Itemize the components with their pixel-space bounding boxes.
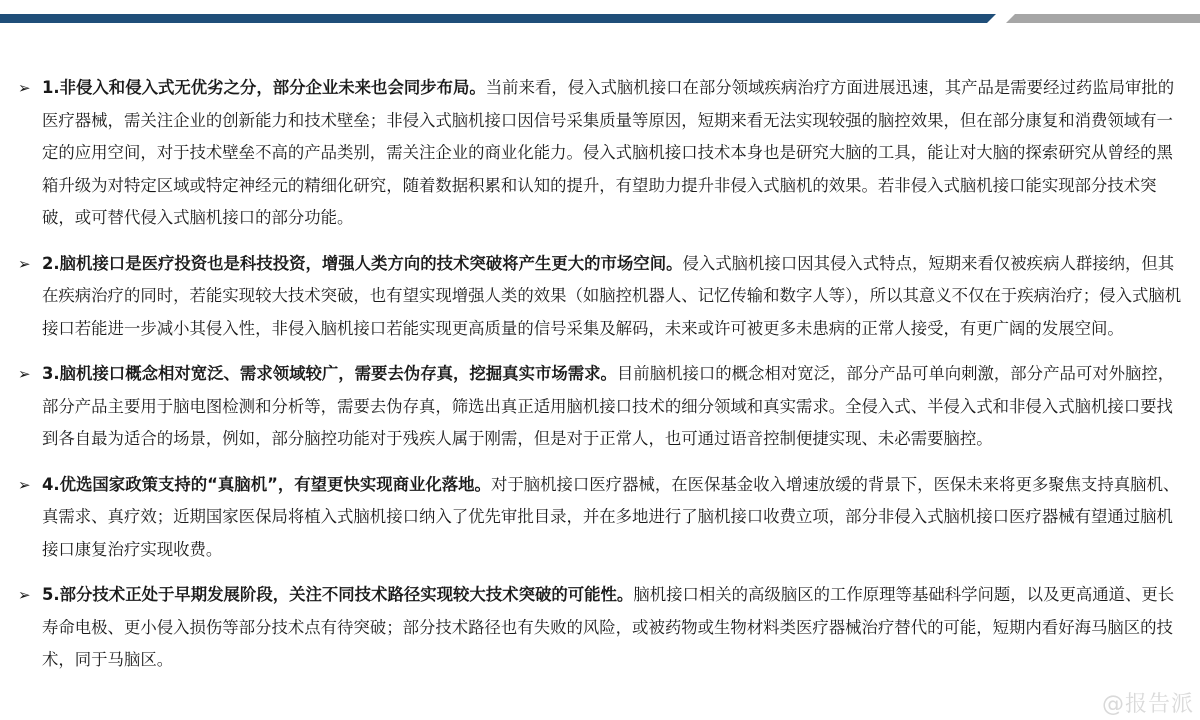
bullet-item-4 (18, 469, 1186, 567)
header-bar-gray (1006, 14, 1200, 23)
item-lead-text: 1.非侵入和侵入式无优劣之分，部分企业未来也会同步布局。 (42, 78, 486, 97)
bullet-item-2 (18, 248, 1186, 346)
arrow-bullet-icon: ➢ (18, 586, 31, 604)
bullet-item-5 (18, 579, 1186, 677)
arrow-bullet-icon: ➢ (18, 254, 31, 273)
arrow-bullet-icon: ➢ (18, 475, 31, 494)
item-body-text: 目前脑机接口的概念相对宽泛，部分产品可单向刺激，部分产品可对外脑控，部分产品主要用于脑电图检测和分析等，需要去伪存真，筛选出真正适用脑机接口技术的细分领域和真实需求。全侵入式、半侵入式和非侵入式脑机接口要找到各自最为适合的场景，例如，部分脑控功能对于残疾人属于刚需，但是对于正常人，也可通过语音控制便捷实现、未必需要脑控。 (42, 364, 1175, 448)
bullet-item-3 (18, 358, 1186, 456)
item-body-text: 侵入式脑机接口因其侵入式特点，短期来看仅被疾病人群接纳，但其在疾病治疗的同时，若能实现较大技术突破，也有望实现增强人类的效果（如脑控机器人、记忆传输和数字人等），所以其意义不仅在于疾病治疗；侵入式脑机接口若能进一步减小其侵入性，非侵入脑机接口若能实现更高质量的信号采集及解码，未来或许可被更多未患病的正常人接受，有更广阔的发展空间。 (42, 253, 1182, 338)
arrow-bullet-icon: ➢ (18, 79, 31, 97)
main-content (18, 72, 1186, 690)
item-body-text: 对于脑机接口医疗器械，在医保基金收入增速放缓的背景下，医保未来将更多聚焦支持真脑机、真需求、真疗效；近期国家医保局将植入式脑机接口纳入了优先审批目录，并在多地进行了脑机接口收费立项，部分非侵入式脑机接口医疗器械有望通过脑机接口康复治疗实现收费。 (42, 474, 1180, 559)
bullet-item-1 (18, 72, 1186, 235)
item-lead-text: 4.优选国家政策支持的“真脑机”，有望更快实现商业化落地。 (42, 474, 491, 494)
arrow-bullet-icon: ➢ (18, 365, 31, 383)
item-lead-text: 3.脑机接口概念相对宽泛、需求领域较广，需要去伪存真，挖掘真实市场需求。 (42, 364, 617, 383)
item-lead-text: 2.脑机接口是医疗投资也是科技投资，增强人类方向的技术突破将产生更大的市场空间。 (42, 253, 683, 273)
header-bar-blue (0, 14, 996, 23)
item-lead-text: 5.部分技术正处于早期发展阶段，关注不同技术路径实现较大技术突破的可能性。 (42, 585, 634, 604)
item-body-text: 当前来看，侵入式脑机接口在部分领域疾病治疗方面进展迅速，其产品是需要经过药监局审批的医疗器械，需关注企业的创新能力和技术壁垒；非侵入式脑机接口因信号采集质量等原因，短期来看无法实现较强的脑控效果，但在部分康复和消费领域有一定的应用空间，对于技术壁垒不高的产品类别，需关注企业的商业化能力。侵入式脑机接口技术本身也是研究大脑的工具，能让对大脑的探索研究从曾经的黑箱升级为对特定区域或特定神经元的精细化研究，随着数据积累和认知的提升，有望助力提升非侵入式脑机的效果。若非侵入式脑机接口能实现部分技术突破，或可替代侵入式脑机接口的部分功能。 (42, 78, 1175, 227)
item-body-text: 脑机接口相关的高级脑区的工作原理等基础科学问题，以及更高通道、更长寿命电极、更小侵入损伤等部分技术点有待突破；部分技术路径也有失败的风险，或被药物或生物材料类医疗器械治疗替代的可能，短期内看好海马脑区的技术，同于马脑区。 (42, 585, 1175, 669)
watermark-text: @报告派 (1101, 692, 1194, 717)
